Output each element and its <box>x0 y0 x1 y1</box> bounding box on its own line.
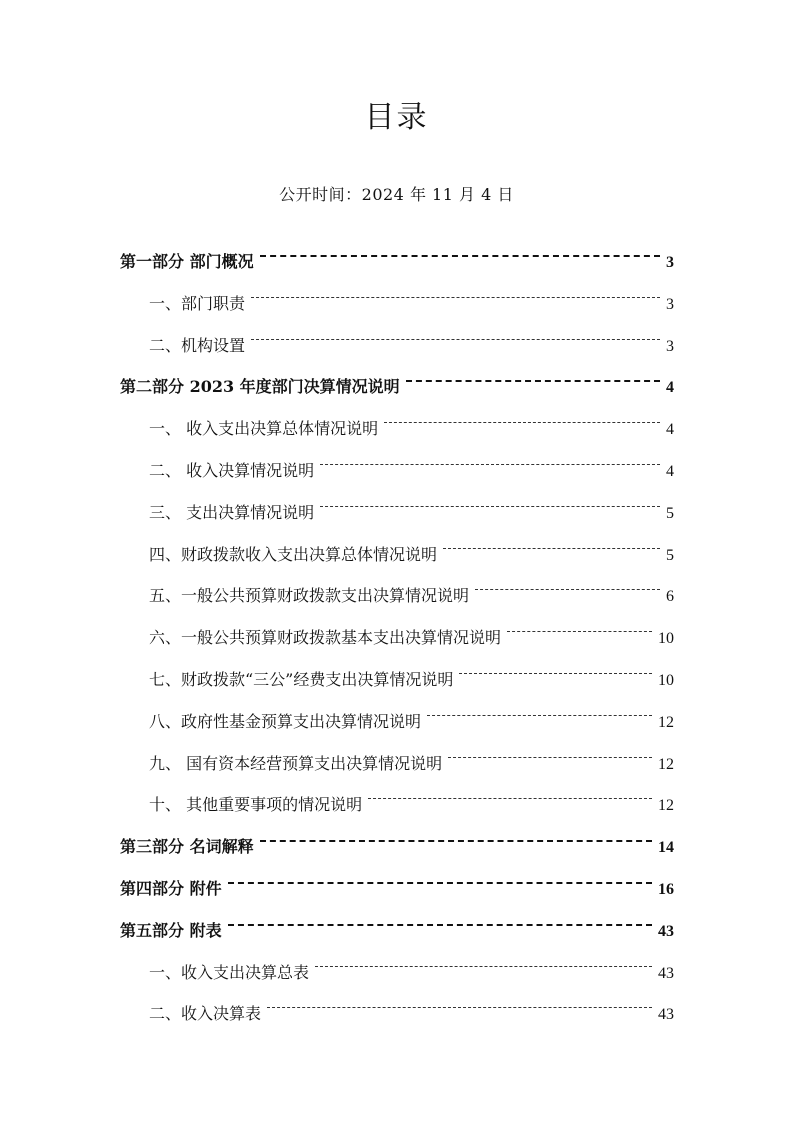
toc-page-number: 10 <box>658 630 674 648</box>
toc-entry-label: 第四部分 附件 <box>120 879 222 898</box>
toc-entry[interactable] <box>149 786 674 815</box>
toc-entry-label: 一、 收入支出决算总体情况说明 <box>149 419 379 439</box>
toc-page-number: 43 <box>658 1006 674 1024</box>
toc-entry-label: 十、 其他重要事项的情况说明 <box>149 795 363 815</box>
toc-page-number: 5 <box>666 504 674 522</box>
toc-leader-dashes <box>427 703 652 727</box>
toc-entry-label: 七、财政拨款“三公”经费支出决算情况说明 <box>149 670 454 689</box>
toc-page-number: 12 <box>658 797 674 815</box>
toc-leader-dashes <box>448 745 652 769</box>
toc-leader-dashes <box>251 285 660 309</box>
toc-entry[interactable] <box>149 536 674 564</box>
toc-leader-dashes <box>260 243 660 267</box>
toc-page-number: 43 <box>658 964 674 982</box>
toc-entry-label: 六、一般公共预算财政拨款基本支出决算情况说明 <box>149 628 502 648</box>
toc-leader-dashes <box>507 619 652 643</box>
toc-entry[interactable] <box>120 243 674 271</box>
toc-leader-dashes <box>315 954 652 978</box>
toc-leader-dashes <box>228 870 652 894</box>
toc-entry[interactable] <box>149 285 674 313</box>
toc-entry[interactable] <box>149 745 674 773</box>
toc-entry-label: 八、政府性基金预算支出决算情况说明 <box>149 711 422 731</box>
toc-page-number: 3 <box>666 337 674 355</box>
toc-entry-label: 第一部分 部门概况 <box>120 252 254 271</box>
toc-leader-dashes <box>267 995 652 1019</box>
toc-entry[interactable] <box>149 452 674 480</box>
toc-leader-dashes <box>406 368 660 392</box>
toc-page-number: 4 <box>666 421 674 439</box>
toc-leader-dashes <box>228 912 652 936</box>
toc-entry[interactable] <box>149 995 674 1024</box>
toc-page-number: 16 <box>658 881 674 898</box>
toc-entry-label: 一、收入支出决算总表 <box>149 962 310 982</box>
publish-date: 公开时间：2024 年 11 月 4 日 <box>279 185 514 204</box>
toc-entry-label: 第五部分 附表 <box>120 920 222 940</box>
toc-entry[interactable] <box>149 661 674 689</box>
toc-entry-label: 一、部门职责 <box>149 293 246 313</box>
toc-leader-dashes <box>320 452 660 476</box>
toc-leader-dashes <box>320 494 660 518</box>
toc-entry-label: 三、 支出决算情况说明 <box>149 502 315 522</box>
toc-page-number: 3 <box>666 295 674 313</box>
toc-entry-label: 二、收入决算表 <box>149 1004 262 1024</box>
toc-page-number: 43 <box>658 922 674 940</box>
toc-entry-label: 第三部分 名词解释 <box>120 837 254 857</box>
toc-entry-label: 二、 收入决算情况说明 <box>149 461 315 480</box>
toc-page-number: 4 <box>666 379 674 397</box>
toc-leader-dashes <box>260 828 652 852</box>
toc-leader-dashes <box>475 577 660 601</box>
toc-entry[interactable] <box>149 410 674 439</box>
toc-entry-label: 四、财政拨款收入支出决算总体情况说明 <box>149 544 438 564</box>
toc-page-number: 10 <box>658 672 674 689</box>
toc-leader-dashes <box>459 661 652 685</box>
toc-entry-label: 九、 国有资本经营预算支出决算情况说明 <box>149 753 443 773</box>
toc-entry[interactable] <box>120 368 674 397</box>
toc-page-number: 12 <box>658 713 674 731</box>
toc-page-number: 3 <box>666 254 674 271</box>
toc-page-number: 5 <box>666 546 674 564</box>
toc-leader-dashes <box>443 536 660 560</box>
toc-entry-label: 第二部分 2023 年度部门决算情况说明 <box>120 377 400 397</box>
toc-entry[interactable] <box>149 619 674 648</box>
page-title: 目录 <box>364 100 429 135</box>
toc-entry[interactable] <box>149 577 674 606</box>
toc-entry[interactable] <box>149 327 674 355</box>
toc-entry[interactable] <box>149 954 674 982</box>
toc-leader-dashes <box>368 786 652 810</box>
toc-page-number: 12 <box>658 755 674 773</box>
toc-leader-dashes <box>384 410 660 434</box>
toc-page-number: 4 <box>666 463 674 480</box>
toc-entry[interactable] <box>120 870 674 898</box>
toc-leader-dashes <box>251 327 660 351</box>
toc-entry[interactable] <box>120 828 674 857</box>
toc-page-number: 6 <box>666 588 674 606</box>
toc-entry[interactable] <box>149 703 674 731</box>
toc-entry-label: 五、一般公共预算财政拨款支出决算情况说明 <box>149 586 470 606</box>
toc-entry[interactable] <box>149 494 674 522</box>
toc-entry[interactable] <box>120 912 674 940</box>
toc-page-number: 14 <box>658 839 674 857</box>
toc-entry-label: 二、机构设置 <box>149 335 246 355</box>
